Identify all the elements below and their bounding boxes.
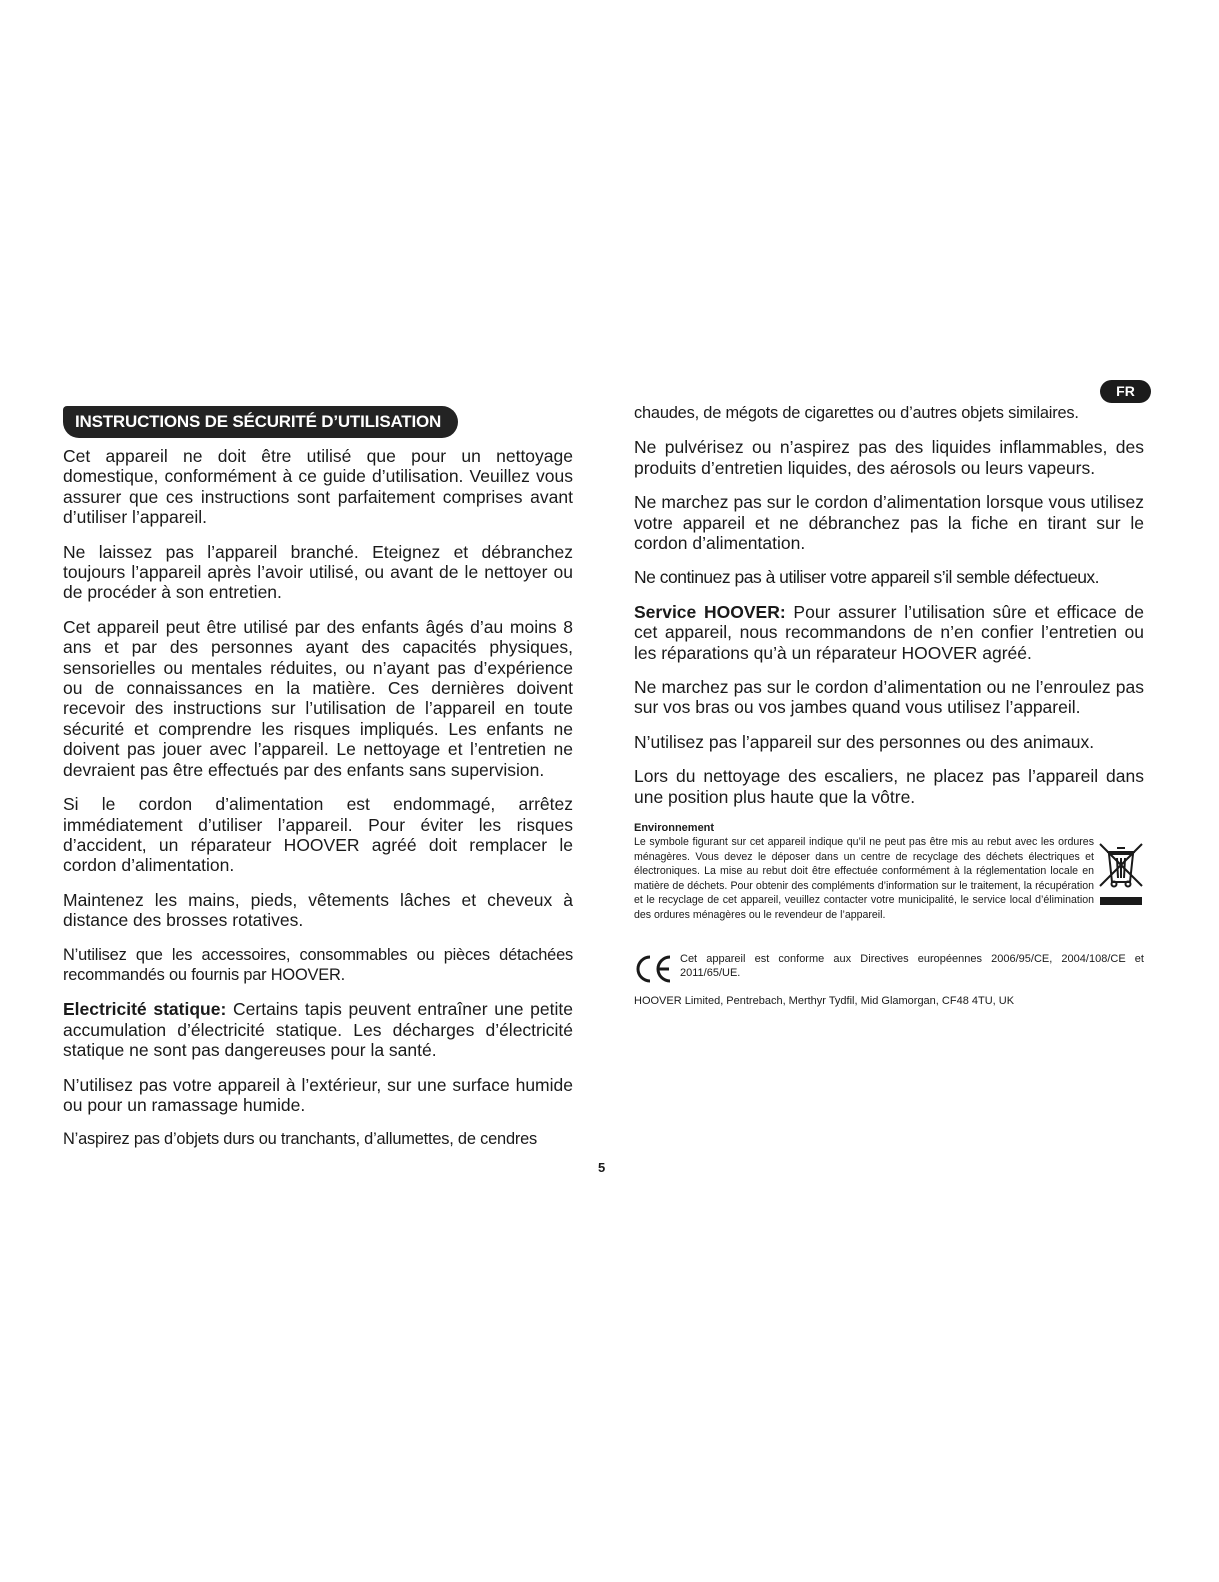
manufacturer-address: HOOVER Limited, Pentrebach, Merthyr Tydfil, Mid Glamorgan, CF48 4TU, UK: [634, 995, 1015, 1007]
paragraph: Cet appareil ne doit être utilisé que pour un nettoyage domestique, conformément à ce guide d’utilisation. Veuillez vous assurer que ces instructions sont parfaitement comprises avant d’utiliser l’appareil.: [63, 446, 573, 528]
paragraph: N’utilisez pas l’appareil sur des personnes ou des animaux.: [634, 731, 1095, 752]
paragraph: Ne laissez pas l’appareil branché. Eteignez et débranchez toujours l’appareil après l’avoir utilisé, ou avant de le nettoyer ou de procéder à son entretien.: [63, 541, 573, 603]
paragraph: N’utilisez pas votre appareil à l’extérieur, sur une surface humide ou pour un ramassage humide.: [63, 1074, 573, 1115]
paragraph-body: Pour assurer l’utilisation sûre et efficace de cet appareil, nous recommandons de n’en confier l’entretien ou les réparations qu’à un réparateur HOOVER agréé.: [634, 601, 1144, 663]
crossed-out-wheelie-bin-icon: [1098, 842, 1144, 908]
paragraph-lead: Electricité statique:: [63, 999, 227, 1020]
section-title: INSTRUCTIONS DE SÉCURITÉ D’UTILISATION: [63, 406, 458, 438]
paragraph: Ne marchez pas sur le cordon d’alimentation lorsque vous utilisez votre appareil et ne débranchez pas la fiche en tirant sur le cordon d’alimentation.: [634, 492, 1144, 554]
ce-text: Cet appareil est conforme aux Directives européennes 2006/95/CE, 2004/108/CE et 2011/65/UE.: [680, 953, 1144, 979]
paragraph-lead: Service HOOVER:: [634, 601, 786, 622]
paragraph: Lors du nettoyage des escaliers, ne placez pas l’appareil dans une position plus haute que la vôtre.: [634, 766, 1144, 807]
ce-conformity: [634, 952, 1144, 991]
paragraph: N’utilisez que les accessoires, consommables ou pièces détachées recommandés ou fournis par HOOVER.: [63, 945, 573, 984]
left-column: [63, 446, 573, 1164]
paragraph: Ne marchez pas sur le cordon d’alimentation ou ne l’enroulez pas sur vos bras ou vos jambes quand vous utilisez l’appareil.: [634, 677, 1144, 718]
paragraph-static-electricity: [63, 999, 573, 1060]
ce-mark-icon: [634, 954, 674, 984]
paragraph: Cet appareil peut être utilisé par des enfants âgés d’au moins 8 ans et par des personnes ayant des capacités physiques, sensorielles ou mentales réduites, ou n’ayant pas d’expérience ou de connaissances en la matière. Ces dernières doivent recevoir des instructions sur l’utilisation de l’appareil en toute sécurité et comprendre les risques impliqués. Les enfants ne doivent pas jouer avec l’appareil. Le nettoyage et l’entretien ne devraient pas être effectués par des enfants sans supervision.: [63, 616, 573, 780]
paragraph: Ne continuez pas à utiliser votre appareil s’il semble défectueux.: [634, 567, 1100, 588]
paragraph-service-hoover: [634, 602, 1144, 663]
paragraph-body: Certains tapis peuvent entraîner une petite accumulation d’électricité statique. Les décharges d’électricité statique ne sont pas dangereuses pour la santé.: [63, 999, 573, 1061]
paragraph: Maintenez les mains, pieds, vêtements lâches et cheveux à distance des brosses rotatives.: [63, 889, 573, 931]
environment-text: Le symbole figurant sur cet appareil indique qu’il ne peut pas être mis au rebut avec les ordures ménagères. Vous devez le déposer dans un centre de recyclage des déchets électriques et électroniques. La mise au rebut doit être effectuée conformément à la réglementation locale en matière de déchets. Pour obtenir des compléments d’information sur le traitement, la récupération et le recyclage de cet appareil, veuillez contacter votre municipalité, le service local d’élimination des ordures ménagères ou le revendeur de l’appareil.: [634, 836, 1094, 921]
paragraph: Ne pulvérisez ou n’aspirez pas des liquides inflammables, des produits d’entretien liquides, des aérosols ou leurs vapeurs.: [634, 437, 1144, 478]
language-badge: FR: [1100, 380, 1151, 403]
paragraph: Si le cordon d’alimentation est endommagé, arrêtez immédiatement d’utiliser l’appareil. Pour éviter les risques d’accident, un réparateur HOOVER agréé doit remplacer le cordon d’alimentation.: [63, 794, 573, 876]
paragraph: chaudes, de mégots de cigarettes ou d’autres objets similaires.: [634, 404, 1079, 422]
environment-section: [634, 822, 1144, 922]
page-number: 5: [598, 1160, 606, 1175]
right-column: [634, 403, 1144, 821]
environment-title: Environnement: [634, 822, 715, 834]
paragraph: N’aspirez pas d’objets durs ou tranchants, d’allumettes, de cendres: [63, 1130, 538, 1149]
